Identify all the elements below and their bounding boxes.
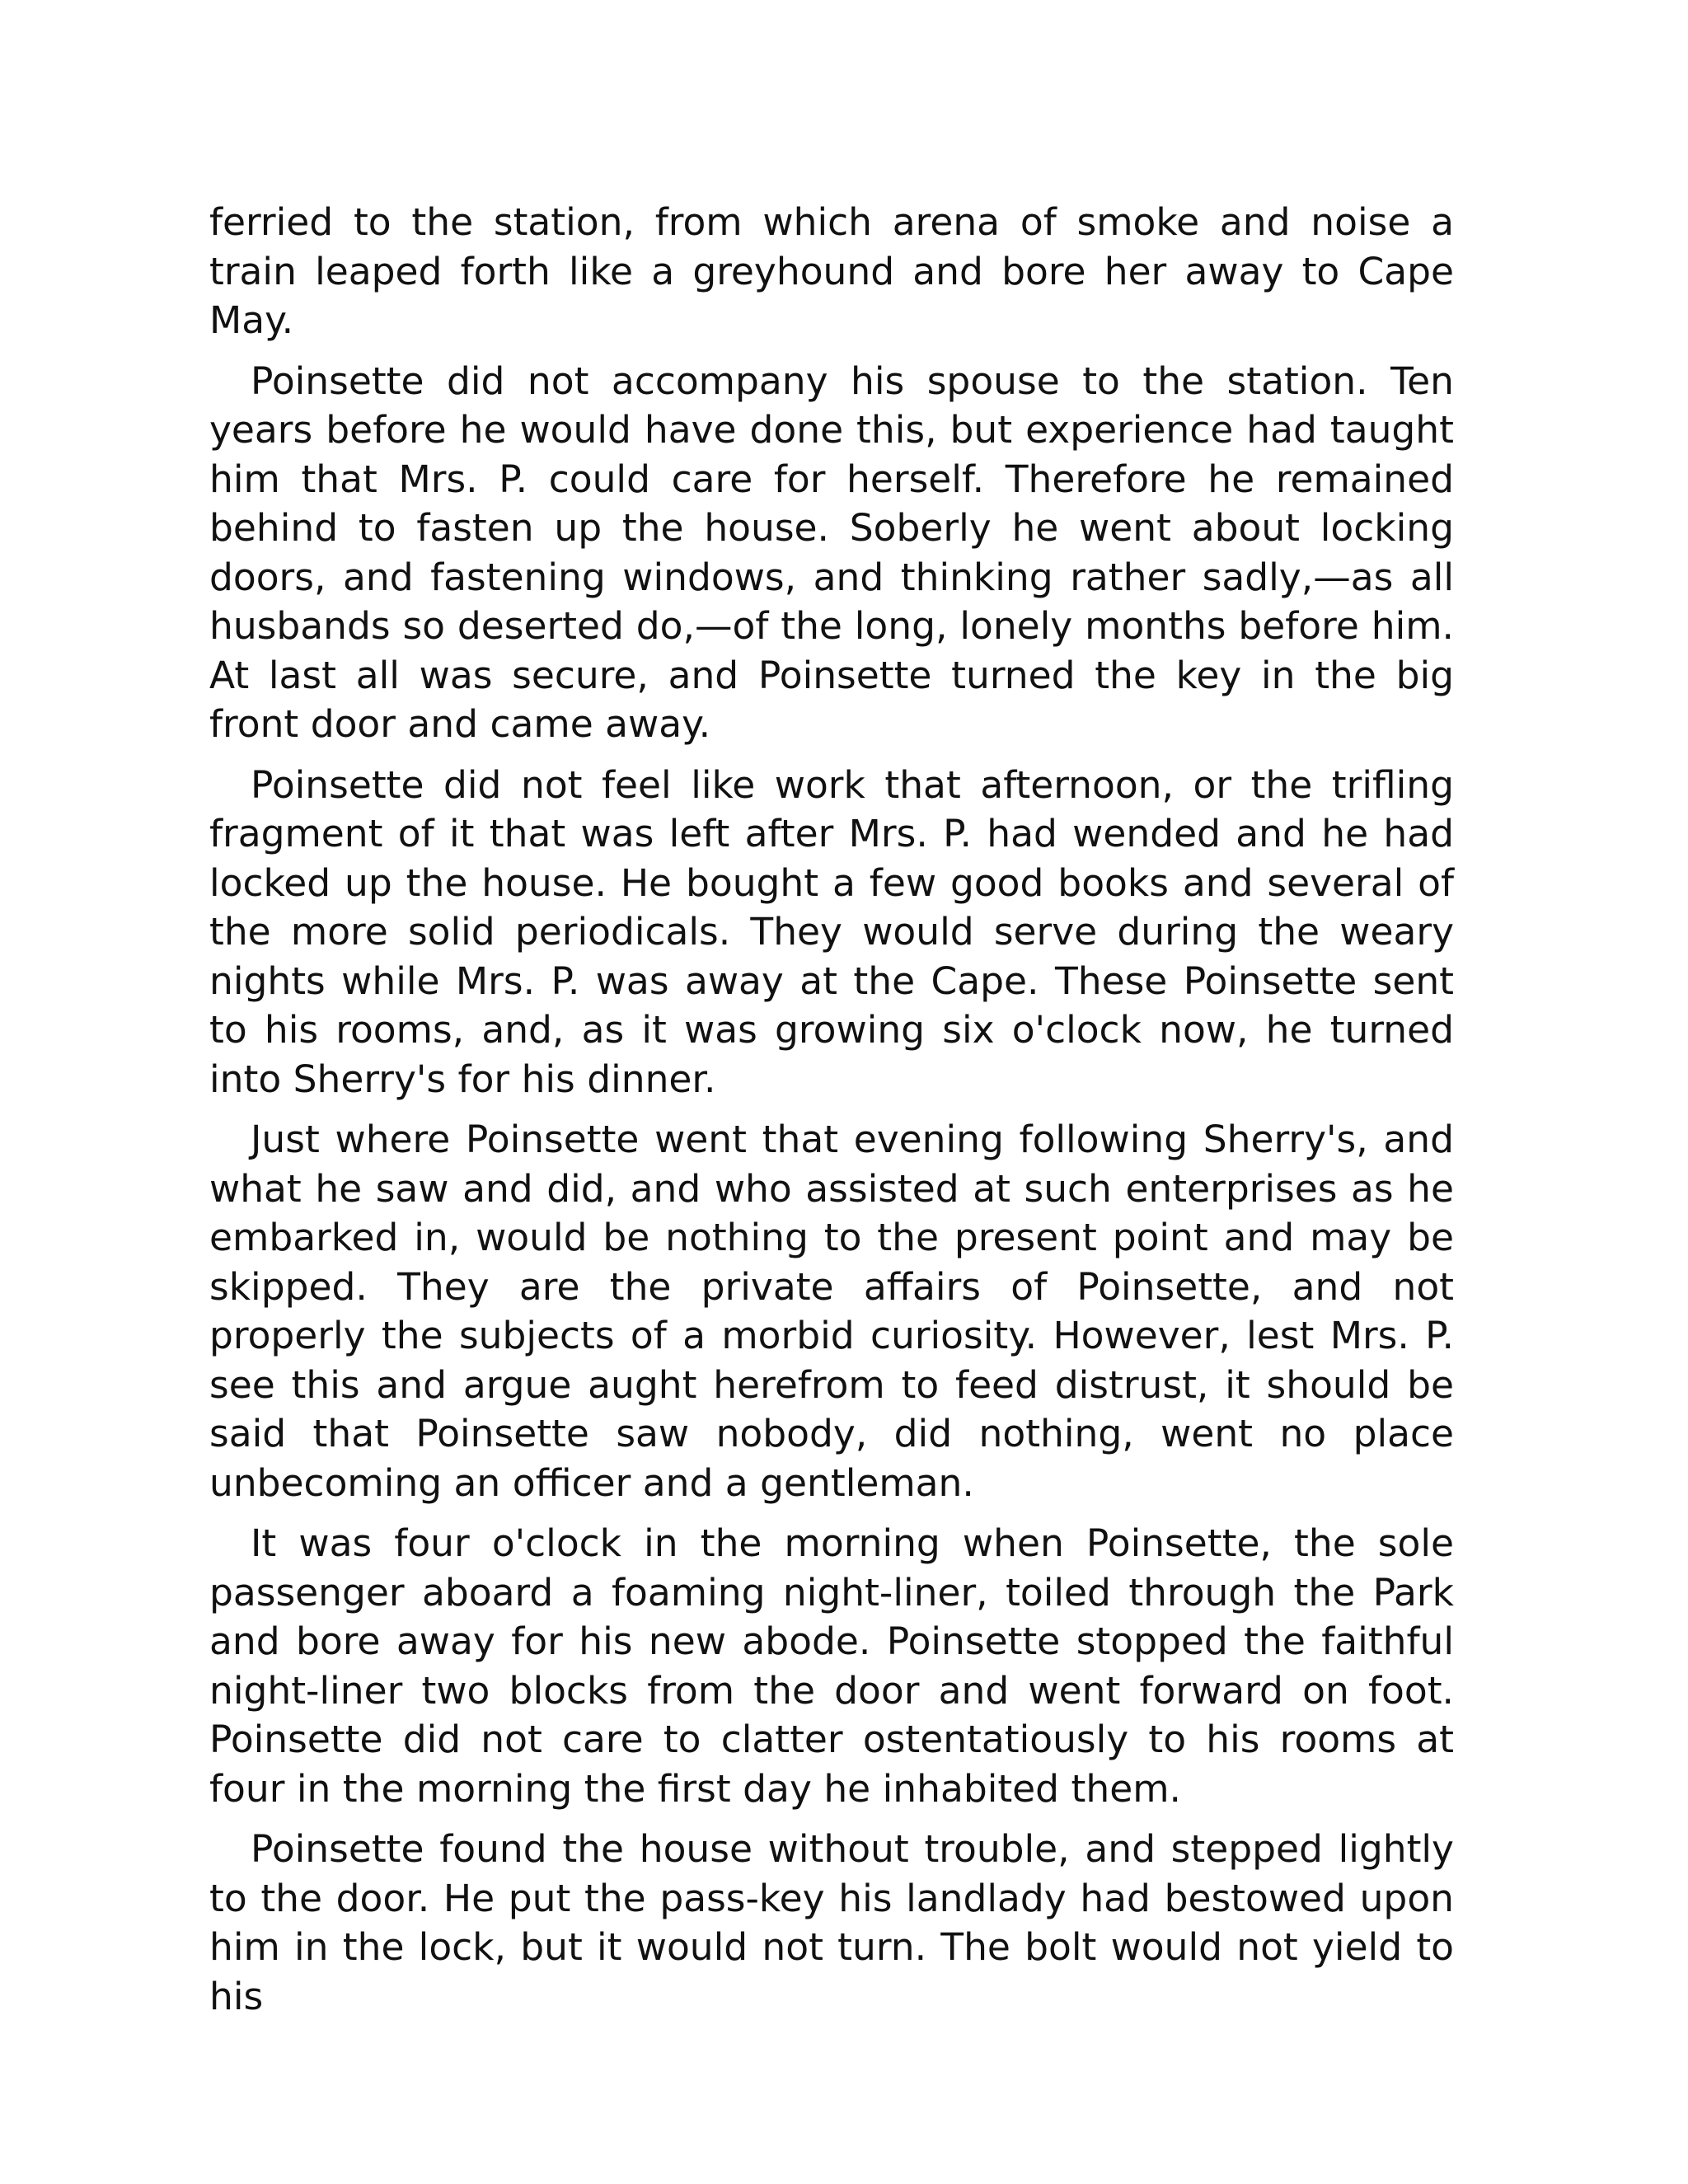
paragraph-4: Just where Poinsette went that evening following Sherry's, and what he saw and did, and who assisted at such enterprises as he embarked in, would be nothing to the present point and may be skipped. They are the private affairs of Poinsette, and not properly the subjects of a morbid curiosity. However, lest Mrs. P. see this and argue aught herefrom to feed distrust, it should be said that Poinsette saw nobody, did nothing, went no place unbecoming an officer and a gentleman.	[209, 1118, 1454, 1505]
paragraph-3: Poinsette did not feel like work that afternoon, or the trifling fragment of it that was left after Mrs. P. had wended and he had locked up the house. He bought a few good books and several of the more solid periodicals. They would serve during the weary nights while Mrs. P. was away at the Cape. These Poinsette sent to his rooms, and, as it was growing six o'clock now, he turned into Sherry's for his dinner.	[209, 762, 1454, 1101]
page-text	[209, 198, 1454, 2032]
paragraph-1: ferried to the station, from which arena of smoke and noise a train leaped forth like a greyhound and bore her away to Cape May.	[209, 200, 1454, 342]
paragraph-5: It was four o'clock in the morning when Poinsette, the sole passenger aboard a foaming night-liner, toiled through the Park and bore away for his new abode. Poinsette stopped the faithful night-liner two blocks from the door and went forward on foot. Poinsette did not care to clatter ostentatiously to his rooms at four in the morning the first day he inhabited them.	[209, 1521, 1454, 1811]
paragraph-6: Poinsette found the house without trouble, and stepped lightly to the door. He put the pass-key his landlady had bestowed upon him in the lock, but it would not turn. The bolt would not yield to his	[209, 1827, 1454, 2018]
paragraph-2: Poinsette did not accompany his spouse to the station. Ten years before he would have done this, but experience had taught him that Mrs. P. could care for herself. Therefore he remained behind to fasten up the house. Soberly he went about locking doors, and fastening windows, and thinking rather sadly,—as all husbands so deserted do,—of the long, lonely months before him. At last all was secure, and Poinsette turned the key in the big front door and came away.	[209, 359, 1454, 746]
